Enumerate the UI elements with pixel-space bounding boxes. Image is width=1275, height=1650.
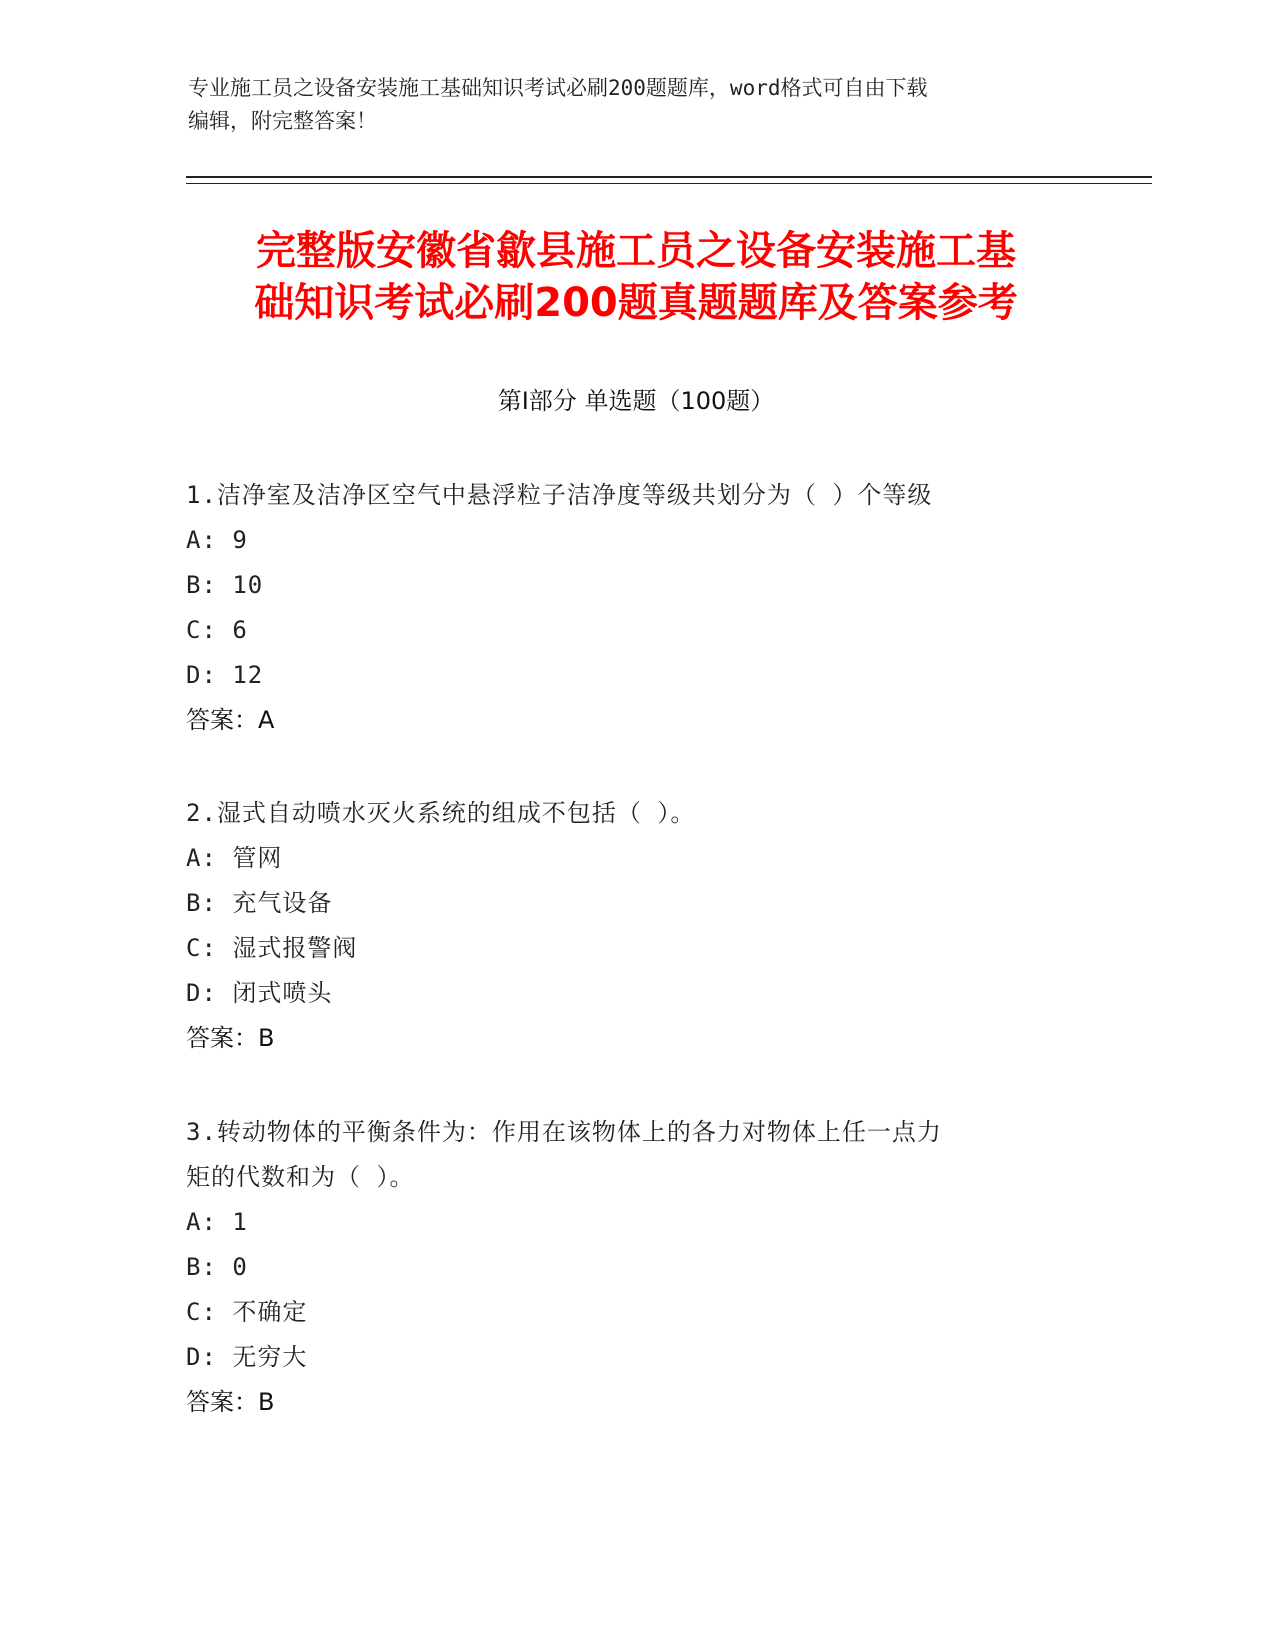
document-title <box>186 225 1086 329</box>
option-b: B: 10 <box>186 571 264 599</box>
header-note-line2: 编辑，附完整答案！ <box>188 109 377 133</box>
option-b: B: 0 <box>186 1253 248 1281</box>
option-a: A: 管网 <box>186 844 283 872</box>
header-divider-thin <box>186 183 1152 184</box>
question-stem: 1.洁净室及洁净区空气中悬浮粒子洁净度等级共划分为（ ）个等级 <box>186 481 933 509</box>
option-b: B: 充气设备 <box>186 889 333 917</box>
option-d: D: 闭式喷头 <box>186 979 333 1007</box>
question-1 <box>186 473 1086 743</box>
option-d: D: 12 <box>186 661 264 689</box>
option-c: C: 不确定 <box>186 1298 308 1326</box>
question-3 <box>186 1110 1086 1425</box>
question-stem: 2.湿式自动喷水灭火系统的组成不包括（ ）。 <box>186 799 696 827</box>
option-c: C: 湿式报警阀 <box>186 934 358 962</box>
answer: 答案：B <box>186 1024 275 1052</box>
document-title-line2: 础知识考试必刷200题真题题库及答案参考 <box>254 280 1018 326</box>
question-2 <box>186 791 1086 1061</box>
answer: 答案：A <box>186 706 275 734</box>
question-stem-line1: 3.转动物体的平衡条件为：作用在该物体上的各力对物体上任一点力 <box>186 1118 942 1146</box>
answer: 答案：B <box>186 1388 275 1416</box>
section-heading: 第Ⅰ部分 单选题（100题） <box>497 387 775 415</box>
document-title-line1: 完整版安徽省歙县施工员之设备安装施工基 <box>256 228 1016 274</box>
header-divider-thick <box>186 176 1152 178</box>
header-note <box>188 72 1088 138</box>
option-a: A: 1 <box>186 1208 248 1236</box>
option-a: A: 9 <box>186 526 248 554</box>
option-c: C: 6 <box>186 616 248 644</box>
option-d: D: 无穷大 <box>186 1343 308 1371</box>
question-stem-line2: 矩的代数和为（ ）。 <box>186 1163 415 1191</box>
header-note-line1: 专业施工员之设备安装施工基础知识考试必刷200题题库，word格式可自由下载 <box>188 76 928 100</box>
